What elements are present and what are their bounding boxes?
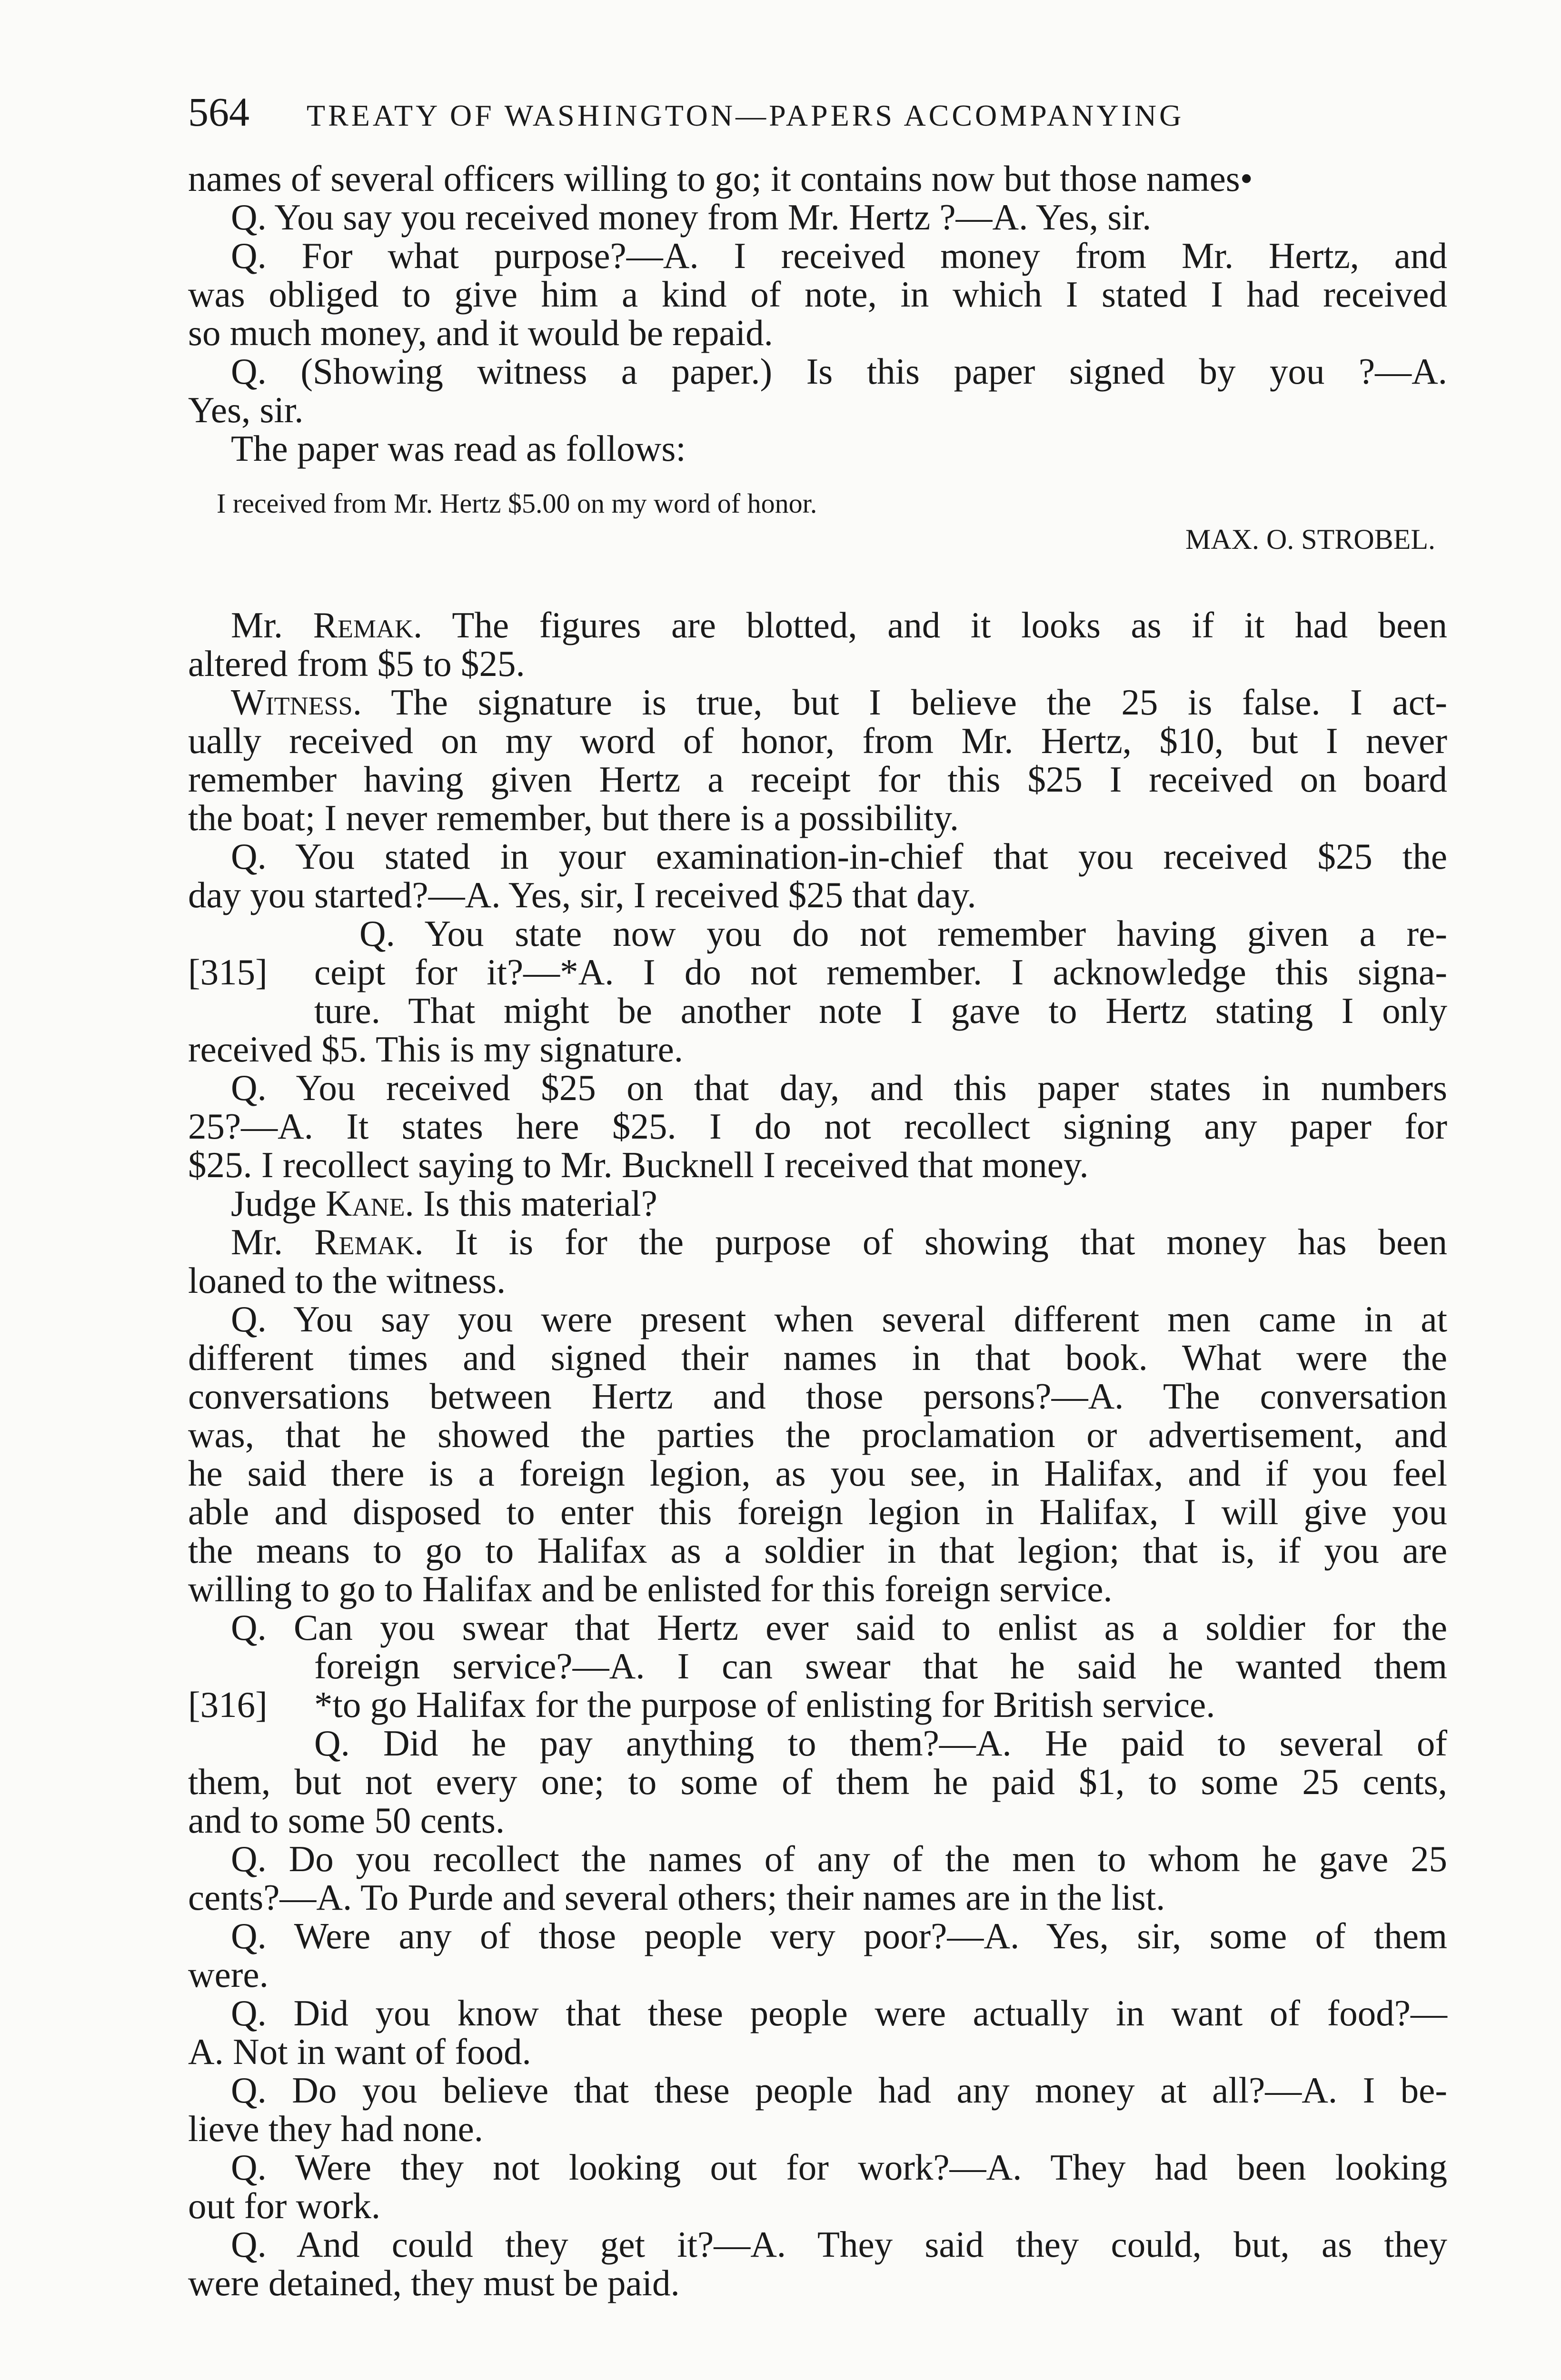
text-line — [188, 914, 1447, 953]
line-text: . The signature is true, but I believe the 25 is false. I act- — [352, 682, 1447, 723]
text-line — [188, 1069, 1447, 1107]
line-text: ceipt for it?—*A. I do not remember. I acknowledge this signa- — [314, 952, 1447, 992]
line-text: was obliged to give him a kind of note, in which I stated I had received — [188, 274, 1447, 315]
text-line — [188, 2110, 1447, 2148]
line-text: $25. I recollect saying to Mr. Bucknell I received that money. — [188, 1144, 1089, 1185]
text-line — [188, 2033, 1447, 2071]
text-line — [188, 1994, 1447, 2033]
speaker-prefix: Mr. — [231, 1221, 315, 1262]
text-line — [188, 992, 1447, 1030]
running-title: TREATY OF WASHINGTON—PAPERS ACCOMPANYING — [307, 99, 1184, 132]
line-text: loaned to the witness. — [188, 1260, 506, 1301]
line-text: Q. You stated in your examination-in-chief that you received $25 the — [231, 836, 1447, 877]
speaker-name: Remak — [314, 1221, 415, 1262]
line-text: cents?—A. To Purde and several others; their names are in the list. — [188, 1877, 1165, 1918]
text-line — [188, 237, 1447, 275]
text-line — [188, 1840, 1447, 1878]
line-text: The paper was read as follows: — [231, 428, 686, 469]
text-line — [188, 645, 1447, 683]
text-line — [188, 606, 1447, 645]
margin-page-ref: [315] — [188, 952, 268, 992]
text-line — [188, 2187, 1447, 2225]
text-line — [188, 1184, 1447, 1223]
line-text: names of several officers willing to go; it contains now but those names• — [188, 158, 1253, 199]
quoted-paper-signature: MAX. O. STROBEL. — [1185, 524, 1435, 555]
text-line — [188, 1647, 1447, 1686]
text-line — [188, 314, 1447, 352]
text-line — [188, 275, 1447, 314]
line-text: . The figures are blotted, and it looks as if it had been — [413, 605, 1448, 645]
line-text: Q. Were any of those people very poor?—A. Yes, sir, some of them — [231, 1915, 1447, 1956]
text-line — [188, 1608, 1447, 1647]
line-text: altered from $5 to $25. — [188, 643, 525, 684]
line-text: and to some 50 cents. — [188, 1800, 505, 1841]
text-line — [188, 1107, 1447, 1146]
text-line — [188, 1724, 1447, 1763]
line-text: the means to go to Halifax as a soldier in that legion; that is, if you are — [188, 1530, 1447, 1571]
line-text: Q. For what purpose?—A. I received money from Mr. Hertz, and — [231, 235, 1447, 276]
speaker-prefix: Mr. — [231, 605, 313, 645]
line-text: Q. Do you believe that these people had any money at all?—A. I be- — [231, 2070, 1447, 2111]
line-text: . It is for the purpose of showing that money has been — [414, 1221, 1447, 1262]
text-line — [188, 876, 1447, 914]
line-text: the boat; I never remember, but there is a possibility. — [188, 797, 959, 838]
line-text: remember having given Hertz a receipt for this $25 I received on board — [188, 759, 1447, 800]
text-line — [188, 837, 1447, 876]
text-line — [188, 953, 1447, 992]
text-line — [188, 1493, 1447, 1531]
line-text: Q. (Showing witness a paper.) Is this paper signed by you ?—A. — [231, 351, 1447, 392]
line-text: Q. You say you received money from Mr. Hertz ?—A. Yes, sir. — [231, 197, 1152, 238]
line-text: ually received on my word of honor, from Mr. Hertz, $10, but I never — [188, 720, 1447, 761]
margin-page-ref: [316] — [188, 1684, 268, 1725]
line-text: lieve they had none. — [188, 2108, 484, 2149]
speaker-name: Witness — [231, 682, 353, 723]
line-text: Q. You received $25 on that day, and this paper states in numbers — [231, 1067, 1447, 1108]
text-line — [188, 1454, 1447, 1493]
text-line — [188, 1377, 1447, 1416]
page-number: 564 — [188, 89, 249, 135]
line-text: foreign service?—A. I can swear that he said he wanted them — [314, 1646, 1447, 1686]
text-line — [188, 1917, 1447, 1955]
text-line — [188, 1261, 1447, 1300]
line-text: ture. That might be another note I gave to Hertz stating I only — [314, 990, 1447, 1031]
text-line — [188, 2148, 1447, 2187]
line-text: 25?—A. It states here $25. I do not recollect signing any paper for — [188, 1106, 1447, 1147]
text-line — [188, 1570, 1447, 1608]
text-line — [188, 391, 1447, 429]
line-text: so much money, and it would be repaid. — [188, 312, 773, 353]
text-line — [188, 159, 1447, 198]
line-text: received $5. This is my signature. — [188, 1029, 683, 1070]
text-block-2 — [188, 606, 1447, 2302]
speaker-prefix: Judge — [231, 1183, 326, 1224]
quoted-paper-text: I received from Mr. Hertz $5.00 on my word of honor. — [217, 488, 817, 519]
line-text: Yes, sir. — [188, 389, 304, 430]
text-line — [188, 429, 1447, 468]
text-line — [188, 1030, 1447, 1069]
line-text: A. Not in want of food. — [188, 2031, 531, 2072]
line-text: Q. Did you know that these people were actually in want of food?— — [231, 1993, 1447, 2033]
line-text: were detained, they must be paid. — [188, 2262, 680, 2303]
quoted-paper — [217, 487, 1447, 558]
line-text: was, that he showed the parties the proclamation or advertisement, and — [188, 1414, 1447, 1455]
text-line — [188, 352, 1447, 391]
document-page — [188, 88, 1447, 2302]
text-line — [188, 722, 1447, 760]
line-text: Q. You state now you do not remember having given a re- — [359, 913, 1447, 954]
text-line — [188, 2071, 1447, 2110]
line-text: day you started?—A. Yes, sir, I received $25 that day. — [188, 874, 976, 915]
text-line — [188, 760, 1447, 799]
line-text: willing to go to Halifax and be enlisted for this foreign service. — [188, 1568, 1113, 1609]
line-text: Q. And could they get it?—A. They said they could, but, as they — [231, 2224, 1447, 2265]
text-line — [188, 1878, 1447, 1917]
line-text: conversations between Hertz and those persons?—A. The conversation — [188, 1376, 1447, 1417]
text-line — [188, 1955, 1447, 1994]
text-line — [188, 2225, 1447, 2264]
text-line — [188, 1801, 1447, 1840]
line-text: able and disposed to enter this foreign legion in Halifax, I will give you — [188, 1491, 1447, 1532]
line-text: were. — [188, 1954, 268, 1995]
text-line — [188, 1686, 1447, 1724]
text-line — [188, 683, 1447, 722]
line-text: . Is this material? — [405, 1183, 657, 1224]
line-text: different times and signed their names in that book. What were the — [188, 1337, 1447, 1378]
text-line — [188, 1300, 1447, 1339]
speaker-name: Kane — [325, 1183, 405, 1224]
text-line — [188, 1531, 1447, 1570]
text-line — [188, 1223, 1447, 1261]
line-text: *to go Halifax for the purpose of enlisting for British service. — [314, 1684, 1215, 1725]
speaker-name: Remak — [313, 605, 413, 645]
text-line — [188, 1763, 1447, 1801]
text-line — [188, 2264, 1447, 2302]
line-text: Q. You say you were present when several different men came in at — [231, 1299, 1447, 1339]
line-text: them, but not every one; to some of them he paid $1, to some 25 cents, — [188, 1761, 1447, 1802]
text-line — [188, 1416, 1447, 1454]
line-text: Q. Can you swear that Hertz ever said to enlist as a soldier for the — [231, 1607, 1447, 1648]
page-header — [188, 88, 1447, 159]
text-line — [188, 799, 1447, 837]
line-text: Q. Were they not looking out for work?—A. They had been looking — [231, 2147, 1447, 2188]
text-line — [188, 198, 1447, 237]
line-text: out for work. — [188, 2185, 381, 2226]
line-text: Q. Do you recollect the names of any of the men to whom he gave 25 — [231, 1838, 1447, 1879]
line-text: he said there is a foreign legion, as you see, in Halifax, and if you feel — [188, 1453, 1447, 1494]
text-line — [188, 1146, 1447, 1184]
text-block-1 — [188, 159, 1447, 468]
text-line — [188, 1339, 1447, 1377]
line-text: Q. Did he pay anything to them?—A. He paid to several of — [314, 1723, 1447, 1764]
